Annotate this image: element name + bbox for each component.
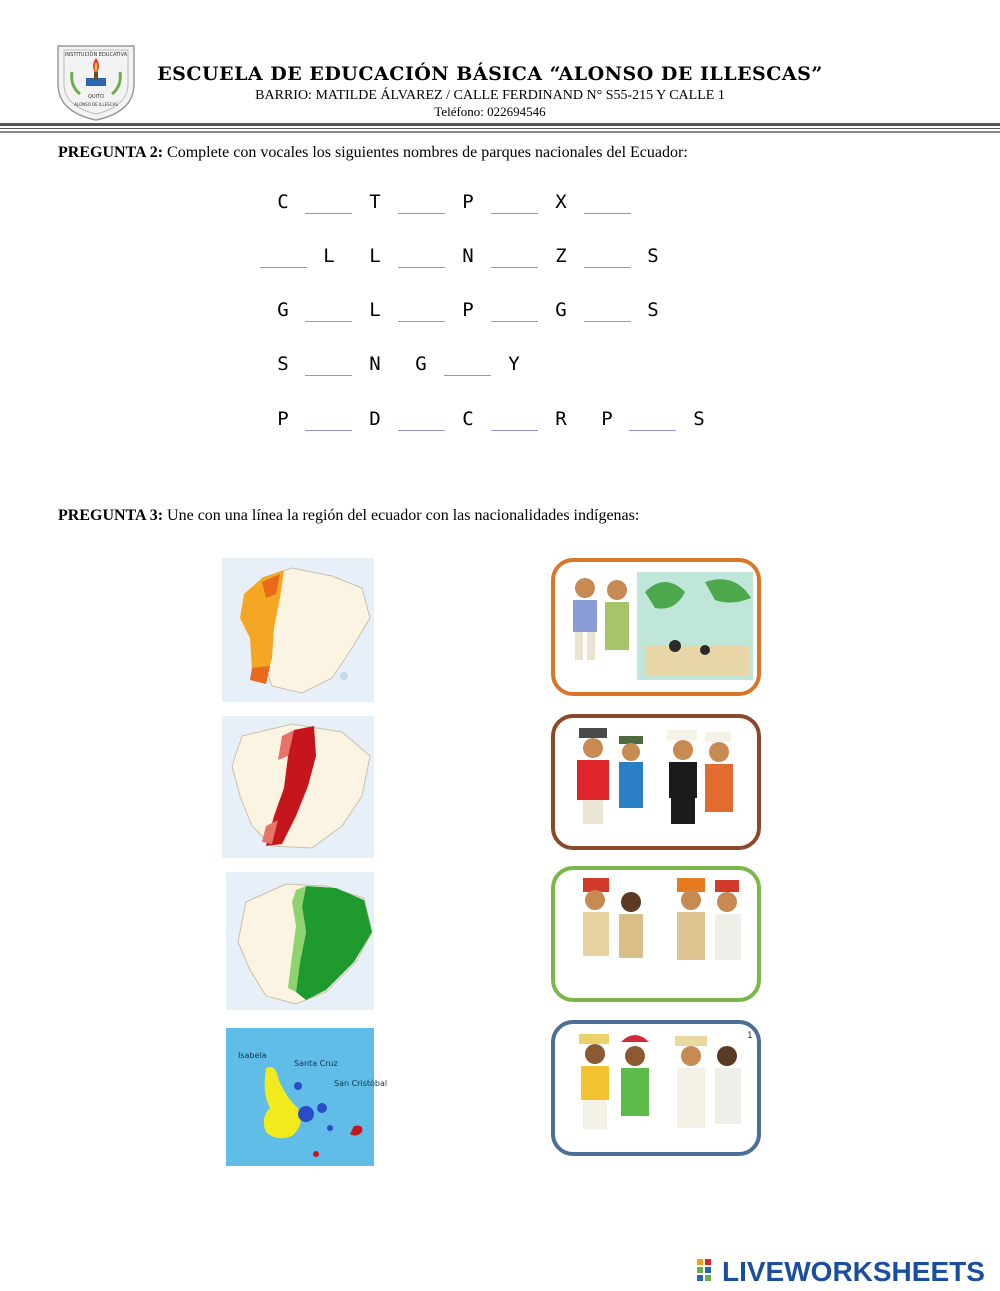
amazonia-people-card[interactable] — [551, 866, 761, 1002]
park-letter: Y — [508, 353, 520, 375]
question-3-label: PREGUNTA 3: — [58, 507, 164, 524]
island-label: San Cristóbal — [334, 1079, 388, 1088]
park-letter: G — [277, 299, 289, 321]
vowel-blank[interactable] — [305, 321, 352, 322]
park-letter: L — [323, 245, 335, 267]
question-3-prompt — [58, 507, 639, 525]
vowel-blank[interactable] — [584, 321, 631, 322]
park-letter: N — [369, 353, 381, 375]
vowel-blank[interactable] — [398, 321, 445, 322]
amazonia-map[interactable] — [226, 872, 374, 1010]
park-letter: S — [647, 299, 659, 321]
header-divider — [0, 131, 1000, 133]
island-label: Isabela — [238, 1051, 267, 1060]
park-letter: S — [647, 245, 659, 267]
vowel-blank[interactable] — [629, 430, 676, 431]
school-address: BARRIO: MATILDE ÁLVAREZ / CALLE FERDINAND N° S55-215 Y CALLE 1 — [255, 88, 725, 103]
card-corner-number: 1 — [747, 1031, 753, 1041]
question-2-label: PREGUNTA 2: — [58, 144, 164, 161]
park-letter: L — [369, 299, 381, 321]
svg-text:ALONSO DE ILLESCAS: ALONSO DE ILLESCAS — [74, 102, 118, 107]
park-letter: C — [462, 408, 474, 430]
park-letter: L — [369, 245, 381, 267]
vowel-blank[interactable] — [491, 430, 538, 431]
galapagos-map[interactable] — [226, 1028, 388, 1166]
park-letter: P — [462, 299, 474, 321]
park-letter: C — [277, 191, 289, 213]
vowel-blank[interactable] — [444, 375, 491, 376]
school-phone: Teléfono: 022694546 — [434, 104, 546, 119]
vowel-blank[interactable] — [398, 267, 445, 268]
park-letter: X — [555, 191, 567, 213]
park-letter: D — [369, 408, 381, 430]
liveworksheets-brand[interactable]: LIVEWORKSHEETS — [722, 1256, 985, 1287]
vowel-blank[interactable] — [305, 375, 352, 376]
sierra-people-card[interactable] — [551, 714, 761, 850]
park-letter: N — [462, 245, 474, 267]
park-letter: S — [277, 353, 289, 375]
vowel-blank[interactable] — [584, 213, 631, 214]
vowel-blank[interactable] — [491, 213, 538, 214]
island-label: Santa Cruz — [294, 1059, 338, 1068]
park-letter: G — [555, 299, 567, 321]
costa-map[interactable] — [222, 558, 374, 702]
svg-text:QUITO: QUITO — [87, 94, 105, 100]
vowel-blank[interactable] — [398, 213, 445, 214]
sierra-map[interactable] — [222, 716, 374, 858]
costa-people-card[interactable] — [551, 1020, 761, 1156]
school-logo — [50, 42, 142, 122]
question-2-prompt — [58, 144, 688, 162]
svg-text:INSTITUCIÓN EDUCATIVA: INSTITUCIÓN EDUCATIVA — [64, 52, 128, 58]
liveworksheets-icon — [697, 1259, 719, 1281]
park-letter: T — [369, 191, 381, 213]
vowel-blank[interactable] — [584, 267, 631, 268]
galapagos-people-card[interactable] — [551, 558, 761, 696]
vowel-blank[interactable] — [398, 430, 445, 431]
vowel-blank[interactable] — [491, 321, 538, 322]
park-letter: Z — [555, 245, 567, 267]
park-letter: S — [693, 408, 705, 430]
question-3-text: Une con una línea la región del ecuador con las nacionalidades indígenas: — [163, 507, 640, 524]
header-divider — [0, 128, 1000, 129]
header-divider — [0, 123, 1000, 126]
vowel-blank[interactable] — [305, 430, 352, 431]
school-name: ESCUELA DE EDUCACIÓN BÁSICA “ALONSO DE ILLESCAS” — [157, 63, 823, 85]
park-letter: G — [415, 353, 427, 375]
park-letter: P — [462, 191, 474, 213]
vowel-blank[interactable] — [260, 267, 307, 268]
question-2-text: Complete con vocales los siguientes nombres de parques nacionales del Ecuador: — [163, 144, 688, 161]
vowel-blank[interactable] — [491, 267, 538, 268]
park-letter: P — [277, 408, 289, 430]
park-letter: R — [555, 408, 567, 430]
park-letter: P — [601, 408, 613, 430]
vowel-blank[interactable] — [305, 213, 352, 214]
